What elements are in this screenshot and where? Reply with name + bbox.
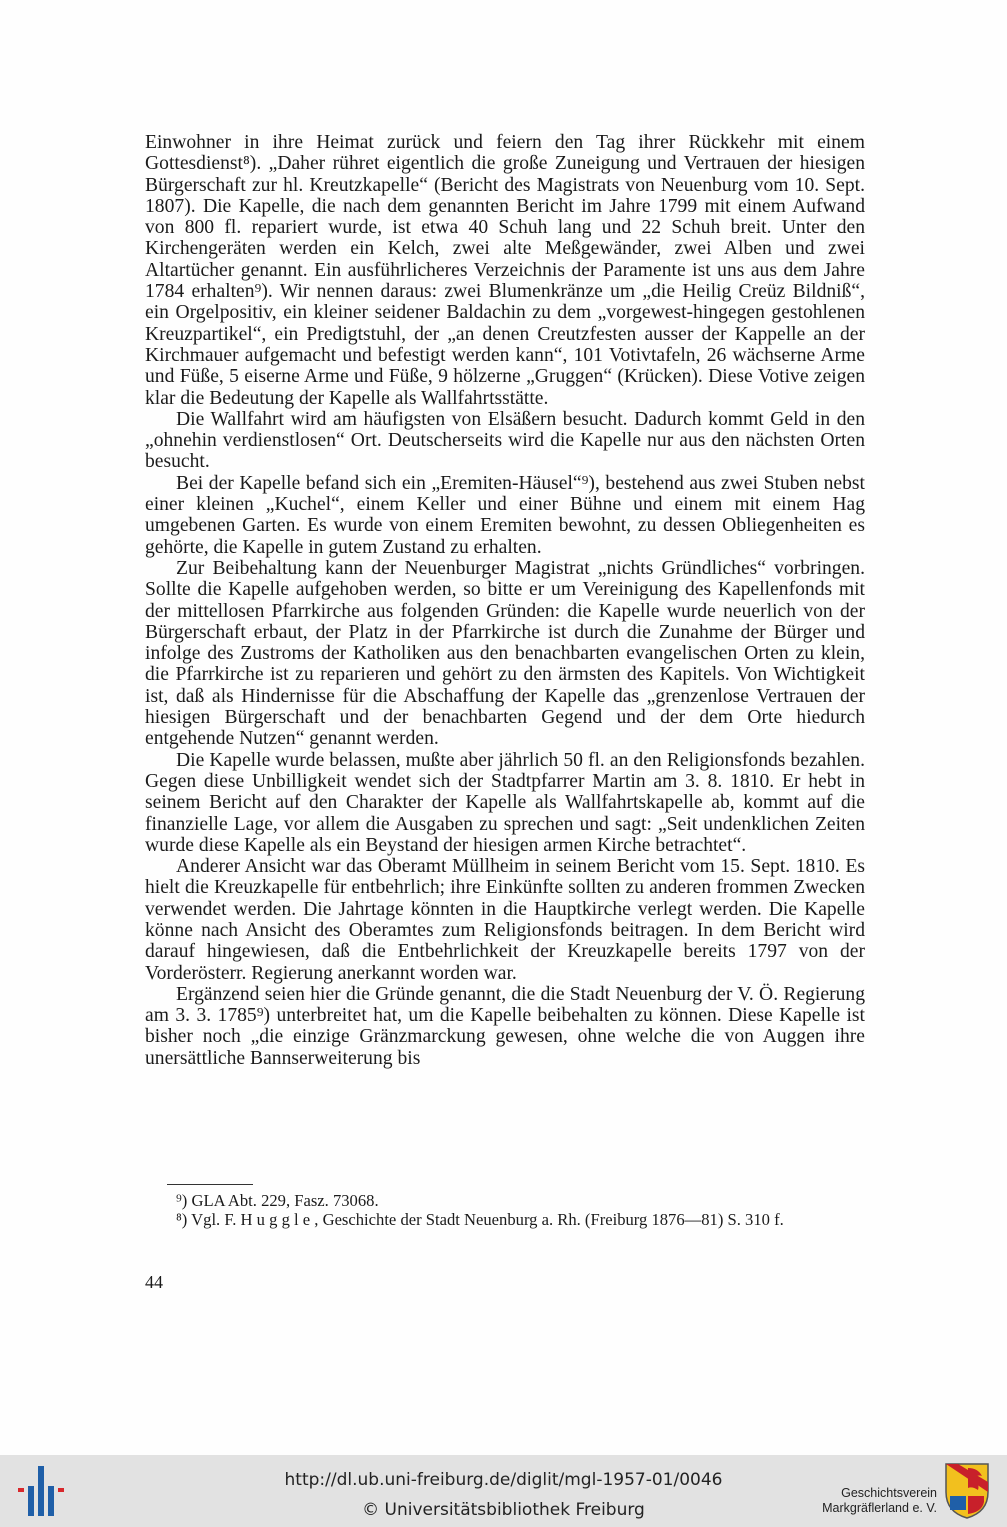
paragraph-7: Ergänzend seien hier die Gründe genannt, die die Stadt Neuenburg der V. Ö. Regierung am 3. 3. 1785⁹) unterbreitet hat, um die Kapelle beibehalten zu können. Diese Kapelle ist bisher noch „die einzige Gränzmarckung gewesen, ohne welche die von Auggen ihre unersättliche Bannserweiterung bis <box>145 983 865 1069</box>
society-name <box>822 1486 937 1516</box>
society-line-2: Markgräflerland e. V. <box>822 1501 937 1515</box>
footnote-divider <box>167 1184 253 1185</box>
document-url-link[interactable]: http://dl.ub.uni-freiburg.de/diglit/mgl-1957-01/0046 <box>284 1470 723 1490</box>
society-line-1: Geschichtsverein <box>841 1486 937 1500</box>
copyright-text: © Universitätsbibliothek Freiburg <box>362 1500 645 1520</box>
footnote-2: ⁸) Vgl. F. H u g g l e , Geschichte der Stadt Neuenburg a. Rh. (Freiburg 1876—81) S. 310 f. <box>176 1209 784 1229</box>
page-number: 44 <box>145 1272 163 1292</box>
paragraph-5: Die Kapelle wurde belassen, mußte aber jährlich 50 fl. an den Religionsfonds bezahlen. Gegen diese Unbilligkeit wendet sich der Stadtpfarrer Martin am 3. 8. 1810. Er hebt in seinem Bericht auf den Charakter der Kapelle als Wallfahrtskapelle ab, kommt auf die finanzielle Lage, vor allem die Ausgaben zu sprechen und sagt: „Seit undenklichen Zeiten wurde diese Kapelle als ein Beystand der hiesigen armen Kirche betrachtet“. <box>145 749 865 856</box>
paragraph-1: Einwohner in ihre Heimat zurück und feiern den Tag ihrer Rückkehr mit einem Gottesdienst⁸). „Daher rühret eigentlich die große Zuneigung und Vertrauen der hiesigen Bürgerschaft zur hl. Kreutzkapelle“ (Bericht des Magistrats von Neuenburg vom 10. Sept. 1807). Die Kapelle, die nach dem genannten Bericht im Jahre 1799 mit einem Aufwand von 800 fl. repariert wurde, ist etwa 40 Schuh lang und 22 Schuh breit. Unter den Kirchengeräten werden ein Kelch, zwei alte Meßgewänder, zwei Alben und zwei Altartücher genannt. Ein ausführlicheres Verzeichnis der Paramente ist uns aus dem Jahre 1784 erhalten⁹). Wir nennen daraus: zwei Blumenkränze um „die Heilig Creüz Bildniß“, ein Orgelpositiv, ein kleiner seidener Baldachin zu dem „vorgewest-hingegen gestohlenen Kreuzpartikel“, ein Predigtstuhl, der „an denen Creutzfesten ausser der Kappelle an der Kirchmauer aufgemacht und befestigt werden kann“, 101 Votivtafeln, 26 wächserne Arme und Füße, 5 eiserne Arme und Füße, 9 hölzerne „Gruggen“ (Krücken). Diese Votive zeigen klar die Bedeutung der Kapelle als Wallfahrtsstätte. <box>145 132 865 409</box>
paragraph-3: Bei der Kapelle befand sich ein „Eremiten-Häusel“⁹), bestehend aus zwei Stuben nebst einer kleinen „Kuchel“, einem Keller und einer Bühne und einem mit einem Hag umgebenen Garten. Es wurde von einem Eremiten bewohnt, zu dessen Obliegenheiten es gehörte, die Kapelle in gutem Zustand zu erhalten. <box>145 472 865 558</box>
society-crest-icon[interactable] <box>944 1462 990 1520</box>
paragraph-4: Zur Beibehaltung kann der Neuenburger Magistrat „nichts Gründliches“ vorbringen. Sollte die Kapelle aufgehoben werden, so bitte er um Vereinigung des Kapellenfonds mit der mittellosen Pfarrkirche aus folgenden Gründen: die Kapelle wurde neuerlich von der Bürgerschaft erbaut, der Platz in der Pfarrkirche ist durch die Zunahme der Bürger und infolge des Zustroms der Katholiken aus den benachbarten evangelischen Orten zu klein, die Pfarrkirche ist zu reparieren und gehört zu den ärmsten des Kapitels. Von Wichtigkeit ist, daß als Hindernisse für die Abschaffung der Kapelle das „grenzenlose Vertrauen der hiesigen Bürgerschaft und der benachbarten Gegend und der dem Orte hiedurch entgehende Nutzen“ genannt werden. <box>145 557 865 750</box>
body-text <box>145 132 865 1069</box>
footnotes <box>145 1192 865 1229</box>
paragraph-2: Die Wallfahrt wird am häufigsten von Elsäßern besucht. Dadurch kommt Geld in den „ohnehin verdienstlosen“ Ort. Deutscherseits wird die Kapelle nur aus den nächsten Orten besucht. <box>145 408 865 473</box>
footnote-1: ⁹) GLA Abt. 229, Fasz. 73068. <box>176 1191 379 1210</box>
paragraph-6: Anderer Ansicht war das Oberamt Müllheim in seinem Bericht vom 15. Sept. 1810. Es hielt die Kreuzkapelle für entbehrlich; ihre Einkünfte sollten zu anderen frommen Zwecken verwendet werden. Die Jahrtage könnten in die Hauptkirche verlegt werden. Die Kapelle könne nach Ansicht des Oberamtes zum Religionsfonds beitragen. In dem Bericht wird darauf hingewiesen, daß die Entbehrlichkeit der Kreuzkapelle bereits 1797 von der Vorderösterr. Regierung anerkannt worden war. <box>145 856 865 984</box>
